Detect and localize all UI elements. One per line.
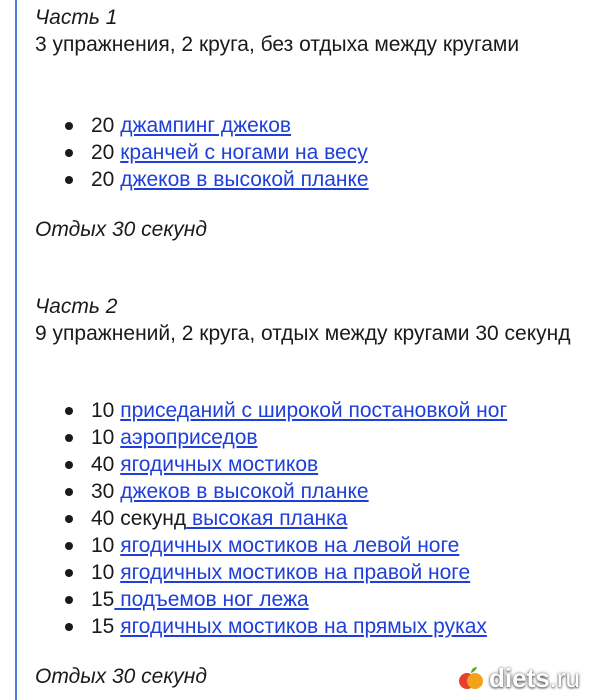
exercise-link[interactable]: ягодичных мостиков xyxy=(120,453,319,476)
exercise-link[interactable]: аэроприседов xyxy=(120,426,258,449)
apple-logo-icon xyxy=(457,665,485,693)
part1-title: Часть 1 xyxy=(35,6,118,29)
part2-exercise-list xyxy=(35,397,580,640)
exercise-link[interactable]: кранчей с ногами на весу xyxy=(120,141,368,164)
part1-description: 3 упражнения, 2 круга, без отдыха между кругами xyxy=(35,33,520,56)
part1-exercise-list xyxy=(35,112,580,193)
list-item xyxy=(91,586,580,613)
exercise-link[interactable]: подъемов ног лежа xyxy=(114,588,309,611)
exercise-link[interactable]: приседаний с широкой постановкой ног xyxy=(120,399,508,422)
list-item xyxy=(91,478,580,505)
exercise-link[interactable]: ягодичных мостиков на прямых руках xyxy=(120,615,487,638)
exercise-link[interactable]: джеков в высокой планке xyxy=(120,480,369,503)
exercise-link[interactable]: джампинг джеков xyxy=(120,114,292,137)
exercise-qty: 20 xyxy=(91,168,121,191)
exercise-qty: 15 xyxy=(91,615,121,638)
exercise-qty: 10 xyxy=(91,426,121,449)
exercise-link[interactable]: джеков в высокой планке xyxy=(120,168,369,191)
exercise-qty: 20 xyxy=(91,114,121,137)
list-item xyxy=(91,397,580,424)
list-item xyxy=(91,112,580,139)
exercise-qty: 10 xyxy=(91,534,121,557)
watermark-tld: .ru xyxy=(549,663,580,693)
exercise-qty: 30 xyxy=(91,480,121,503)
list-item xyxy=(91,505,580,532)
exercise-qty: 20 xyxy=(91,141,121,164)
part2-title: Часть 2 xyxy=(35,295,118,318)
exercise-link[interactable]: ягодичных мостиков на правой ноге xyxy=(120,561,471,584)
article-content xyxy=(35,4,580,690)
exercise-link[interactable]: ягодичных мостиков на левой ноге xyxy=(120,534,460,557)
list-item xyxy=(91,424,580,451)
exercise-qty: 40 xyxy=(91,453,121,476)
exercise-qty: 15 xyxy=(91,588,115,611)
exercise-qty: 10 xyxy=(91,399,121,422)
exercise-qty: 40 секунд xyxy=(91,507,187,530)
list-item xyxy=(91,559,580,586)
list-item xyxy=(91,451,580,478)
part2-description: 9 упражнений, 2 круга, отдых между кругами 30 секунд xyxy=(35,322,571,345)
exercise-link[interactable]: высокая планка xyxy=(186,507,348,530)
exercise-qty: 10 xyxy=(91,561,121,584)
list-item xyxy=(91,139,580,166)
part1-rest: Отдых 30 секунд xyxy=(35,218,207,241)
list-item xyxy=(91,613,580,640)
diets-watermark xyxy=(457,663,580,694)
left-border-rule xyxy=(15,0,17,700)
list-item xyxy=(91,166,580,193)
watermark-brand: diets xyxy=(488,663,550,693)
part2-rest: Отдых 30 секунд xyxy=(35,665,207,688)
list-item xyxy=(91,532,580,559)
